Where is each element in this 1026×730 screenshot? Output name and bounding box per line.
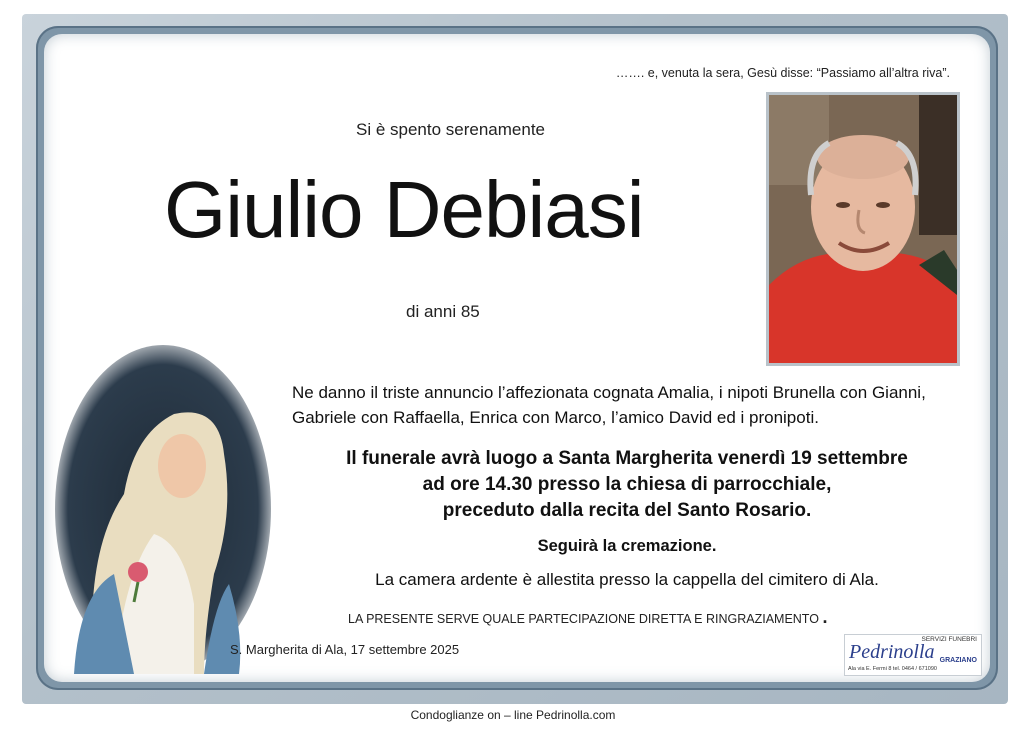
funeral-line-2: ad ore 14.30 presso la chiesa di parrocchiale, xyxy=(422,474,832,495)
logo-top-text: SERVIZI FUNEBRI xyxy=(921,636,977,643)
portrait-photo xyxy=(766,92,960,366)
participation-dot: . xyxy=(822,607,828,627)
logo-sub: GRAZIANO xyxy=(939,657,977,664)
cremation-text: Seguirà la cremazione. xyxy=(537,537,717,555)
chapel-text: La camera ardente è allestita presso la cappella del cimitero di Ala. xyxy=(375,570,879,589)
place-date: S. Margherita di Ala, 17 settembre 2025 xyxy=(230,642,460,657)
intro-text: Si è spento serenamente xyxy=(356,120,546,139)
participation-text: LA PRESENTE SERVE QUALE PARTECIPAZIONE DIRETTA E RINGRAZIAMENTO xyxy=(348,612,819,626)
footer-link[interactable]: Condoglianze on – line Pedrinolla.com xyxy=(410,708,616,722)
announcement-text: Ne danno il triste annuncio l’affezionata cognata Amalia, i nipoti Brunella con Gianni, Gabriele con Raffaella, Enrica con Marco, l’amico David ed i pronipoti. xyxy=(292,383,926,427)
deceased-age: di anni 85 xyxy=(406,302,480,321)
participation-note xyxy=(348,607,827,628)
gospel-quote: ……. e, venuta la sera, Gesù disse: “Passiamo all’altra riva”. xyxy=(615,66,950,80)
madonna-image xyxy=(54,344,272,674)
logo-address: Ala via E. Fermi 8 tel. 0464 / 671090 xyxy=(848,666,937,672)
deceased-name: Giulio Debiasi xyxy=(164,165,644,254)
funeral-line-1: Il funerale avrà luogo a Santa Margherita venerdì 19 settembre xyxy=(346,448,908,469)
portrait-image xyxy=(769,95,957,363)
obituary-card xyxy=(44,34,990,682)
logo-brand: Pedrinolla xyxy=(849,641,935,663)
funeral-line-3: preceduto dalla recita del Santo Rosario. xyxy=(442,500,812,521)
funeral-details xyxy=(292,446,962,524)
funeral-home-logo xyxy=(844,634,982,676)
